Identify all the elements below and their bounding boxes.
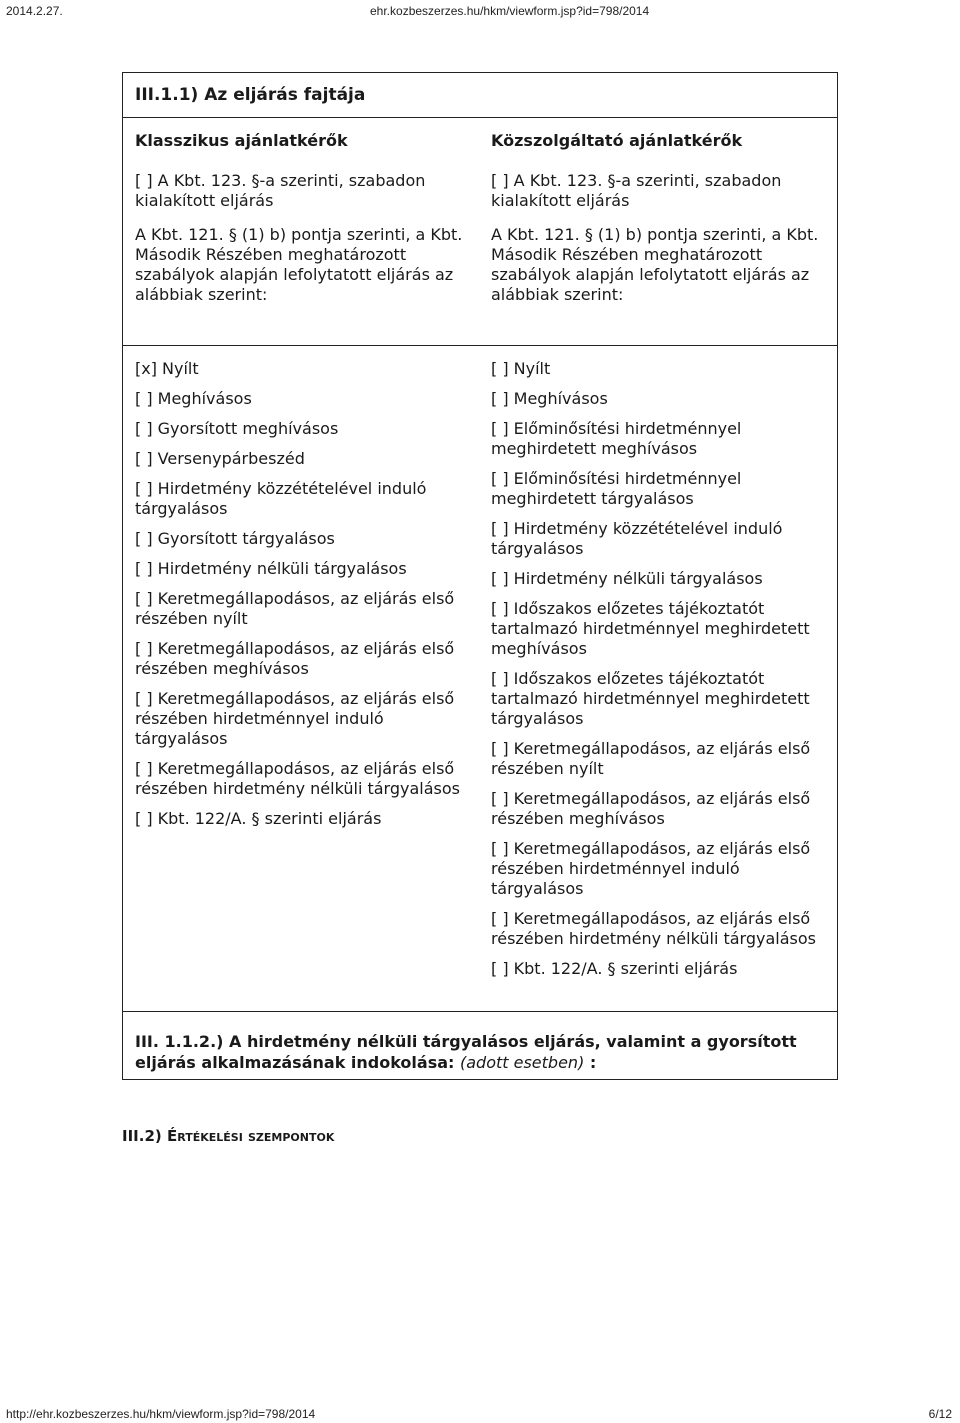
browser-footer — [0, 1403, 960, 1423]
classic-intro-2: A Kbt. 121. § (1) b) pontja szerinti, a Kbt. Második Részében meghatározott szabályok alapján lefolytatott eljárás az alábbiak szerint: — [135, 225, 463, 304]
table-title-row — [123, 73, 837, 118]
procedure-option: [ ] Kbt. 122/A. § szerinti eljárás — [135, 809, 382, 828]
procedure-option: [ ] Hirdetmény közzétételével induló tárgyalásos — [491, 519, 783, 558]
procedure-option: [ ] Hirdetmény nélküli tárgyalásos — [135, 559, 407, 578]
classic-options-list — [135, 359, 475, 839]
justification-colon: : — [589, 1053, 597, 1072]
classic-heading: Klasszikus ajánlatkérők — [135, 131, 348, 150]
procedure-option: [ ] Meghívásos — [491, 389, 608, 408]
print-date: 2014.2.27. — [6, 4, 63, 18]
next-section-heading — [122, 1127, 334, 1145]
procedure-option: [ ] Időszakos előzetes tájékoztatót tartalmazó hirdetménnyel meghirdetett tárgyalásos — [491, 669, 810, 728]
utility-intro-column — [491, 131, 831, 305]
procedure-option: [ ] Keretmegállapodásos, az eljárás első részében meghívásos — [491, 789, 811, 828]
browser-header — [0, 0, 960, 20]
footer-url: http://ehr.kozbeszerzes.hu/hkm/viewform.jsp?id=798/2014 — [6, 1407, 316, 1421]
procedure-option: [ ] Gyorsított meghívásos — [135, 419, 339, 438]
utility-intro-2: A Kbt. 121. § (1) b) pontja szerinti, a Kbt. Második Részében meghatározott szabályok alapján lefolytatott eljárás az alábbiak szerint: — [491, 225, 819, 304]
page-counter: 6/12 — [928, 1407, 952, 1421]
procedure-option: [ ] Nyílt — [491, 359, 551, 378]
procedure-option: [ ] Keretmegállapodásos, az eljárás első részében hirdetménnyel induló tárgyalásos — [491, 839, 811, 898]
procedure-option: [ ] Gyorsított tárgyalásos — [135, 529, 335, 548]
justification-heading — [135, 1031, 825, 1073]
procedure-option: [ ] Hirdetmény közzétételével induló tárgyalásos — [135, 479, 427, 518]
utility-intro-1: [ ] A Kbt. 123. §-a szerinti, szabadon kialakított eljárás — [491, 171, 782, 210]
page-url-title: ehr.kozbeszerzes.hu/hkm/viewform.jsp?id=798/2014 — [370, 4, 650, 18]
procedure-option: [ ] Versenypárbeszéd — [135, 449, 305, 468]
procedure-option: [ ] Keretmegállapodásos, az eljárás első részében hirdetménnyel induló tárgyalásos — [135, 689, 455, 748]
justification-note: (adott esetben) — [460, 1053, 585, 1072]
procedure-option: [ ] Keretmegállapodásos, az eljárás első részében nyílt — [491, 739, 811, 778]
procedure-type-table — [122, 72, 838, 1080]
classic-intro-1: [ ] A Kbt. 123. §-a szerinti, szabadon kialakított eljárás — [135, 171, 426, 210]
procedure-option: [x] Nyílt — [135, 359, 199, 378]
procedure-option: [ ] Keretmegállapodásos, az eljárás első részében meghívásos — [135, 639, 455, 678]
procedure-option: [ ] Hirdetmény nélküli tárgyalásos — [491, 569, 763, 588]
procedure-option: [ ] Kbt. 122/A. § szerinti eljárás — [491, 959, 738, 978]
utility-heading: Közszolgáltató ajánlatkérők — [491, 131, 743, 150]
next-section-number: III.2) — [122, 1127, 162, 1145]
procedure-option: [ ] Meghívásos — [135, 389, 252, 408]
procedure-option: [ ] Előminősítési hirdetménnyel meghirdetett tárgyalásos — [491, 469, 742, 508]
procedure-option: [ ] Keretmegállapodásos, az eljárás első részében nyílt — [135, 589, 455, 628]
procedure-option: [ ] Előminősítési hirdetménnyel meghirdetett meghívásos — [491, 419, 742, 458]
divider — [123, 345, 837, 346]
procedure-option: [ ] Keretmegállapodásos, az eljárás első részében hirdetmény nélküli tárgyalásos — [491, 909, 816, 948]
divider — [123, 1011, 837, 1012]
section-title: III.1.1) Az eljárás fajtája — [135, 85, 366, 105]
procedure-option: [ ] Keretmegállapodásos, az eljárás első részében hirdetmény nélküli tárgyalásos — [135, 759, 460, 798]
next-section-title: Értékelési szempontok — [166, 1127, 335, 1145]
utility-options-list — [491, 359, 831, 989]
justification-label: III. 1.1.2.) A hirdetmény nélküli tárgyalásos eljárás, valamint a gyorsított eljárás alkalmazásának indokolása: — [135, 1032, 797, 1072]
procedure-option: [ ] Időszakos előzetes tájékoztatót tartalmazó hirdetménnyel meghirdetett meghívásos — [491, 599, 810, 658]
classic-intro-column — [135, 131, 475, 305]
